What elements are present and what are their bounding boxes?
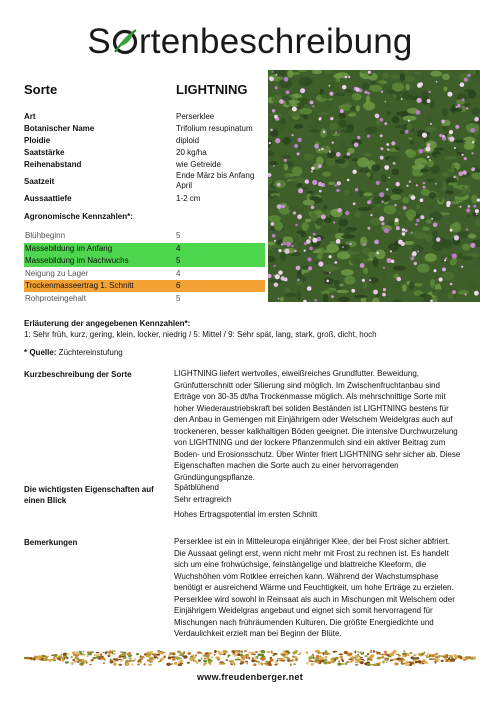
agro-title: Agronomische Kennzahlen*: [24,212,133,221]
spec-row-saatstaerke [24,147,264,159]
spec-label: Reihenabstand [24,160,82,169]
bemerkung-line: Perserklee wird sowohl in Reinsaat als auch in Mischungen mit Welschem oder [174,594,455,604]
spec-label: Saatzeit [24,177,55,186]
legend-source [24,347,123,359]
kurz-text [174,368,484,483]
bemerkung-line: Perserklee ist ein in Mitteleuropa einjähriger Klee, der bei Frost sicher abfriert. [174,537,451,546]
sorte-label: Sorte [24,82,58,97]
source-value: Züchtereinstufung [56,348,123,357]
spec-value: Ende März bis Anfang April [176,171,255,190]
bemerkung-line: benötigt er ausreichend Wärme und Feuchtigkeit, um hohe Erträge zu erzielen. [174,583,454,592]
agro-value: 4 [176,269,181,278]
agro-value: 4 [176,244,181,253]
kurz-line: trockeneren, besser kalkhaltigen Böden geeignet. Die intensive Durchwurzelung [174,426,458,436]
bemerkungen-text [174,536,484,640]
spec-label: Art [24,112,36,121]
bemerkung-line: Verdaulichkeit erzielt man bei Beginn der Blüte. [174,629,342,638]
kurz-line: den Anbau in Gemengen mit Einjährigem oder Welschem Weidelgras auch auf [174,415,453,424]
bemerkung-line: sich um eine frohwüchsige, feinstängelige und blattreiche Kleeform, die [174,560,427,569]
kurz-line: Gründüngungspflanze. [174,472,255,482]
eigenschaften-label-line: Die wichtigsten Eigenschaften auf [24,485,154,494]
agro-row-trockenmasseertrag [24,280,265,292]
eigenschaften-list [174,482,317,521]
spec-row-aussaattiefe [24,193,264,205]
agro-value: 5 [176,256,181,265]
leaf-logo-icon [111,26,139,56]
sorte-value: LIGHTNING [176,82,248,97]
kurz-line: von LIGHTNING und der lockere Pflanzenmulch sind ein aktiver Beitrag zum [174,438,446,447]
spec-row-art [24,111,264,123]
eigenschaft-item: Spätblühend [174,483,219,492]
source-label: * Quelle: [24,348,57,357]
title-prefix: S [87,22,111,61]
spec-row-ploidie [24,135,264,147]
agro-row-massebildung-anfang [24,243,265,255]
spec-label: Aussaattiefe [24,194,72,203]
agro-value: 6 [176,281,181,290]
spec-row-saatzeit [24,171,264,193]
spec-row-reihenabstand [24,159,264,171]
kurz-line: Grünfutterschnitt oder Silierung sind möglich. Im Zwischenfruchtanbau sind [174,380,440,390]
agro-label: Rohproteingehalt [25,294,86,303]
title-suffix: rtenbeschreibung [138,22,413,61]
bemerkungen-label: Bemerkungen [24,538,78,547]
page-title [0,22,500,62]
eigenschaft-item: Sehr ertragreich [174,494,232,504]
agro-label: Massebildung im Nachwuchs [25,256,129,265]
agro-label: Trockenmasseertrag 1. Schnitt [25,281,134,290]
kurz-line: Eigenschaften machen die Sorte auch zu einer hervorragenden [174,461,399,470]
kurz-line: Boden- und Erosionsschutz. Über Winter friert LIGHTNING sehr sicher ab. Diese [174,449,461,459]
clover-field-photo [268,70,480,302]
agro-label: Neigung zu Lager [25,269,89,278]
bemerkung-line: Mischungen nach frühräumenden Kulturen. Die größte Energiedichte und [174,617,434,627]
eigenschaft-item: Hohes Ertragspotential im ersten Schnitt [174,510,318,519]
legend-title: Erläuterung der angegebenen Kennzahlen*: [24,319,191,328]
eigenschaften-label [24,484,154,506]
eigenschaften-label-line: einen Blick [24,496,67,505]
agro-label: Massebildung im Anfang [25,244,113,253]
spec-label: Ploidie [24,136,51,145]
spec-value: 1-2 cm [176,194,201,203]
bemerkung-line: Die Aussaat gelingt erst, wenn nicht mehr mit Frost zu rechnen ist. Es handelt [174,548,449,558]
agro-value: 5 [176,231,181,240]
spec-label: Botanischer Name [24,124,95,133]
spec-value: 20 kg/ha [176,148,207,157]
spec-value: diploid [176,136,200,145]
seed-strip-image [24,650,476,666]
agro-row-lager [24,268,265,280]
kurz-line: hoher Wiederaustriebskraft bei soliden Beständen ist LIGHTNING bestens für [174,403,449,413]
spec-value: Perserklee [176,112,215,121]
agro-value: 5 [176,294,181,303]
spec-value: Trifolium resupinatum [176,124,253,133]
bemerkung-line: Einjährigem Weidelgras angebaut und eignet sich somit hervorragend für [174,606,433,615]
spec-label: Saatstärke [24,148,65,157]
agro-row-rohprotein [24,293,265,305]
spec-row-botanischer-name [24,123,264,135]
footer-url: www.freudenberger.net [197,672,303,682]
agro-row-bluehbeginn [24,230,265,242]
kurz-line: Erträge von 30-35 dt/ha Trockenmasse möglich. Als mehrschnittige Sorte mit [174,392,446,401]
kurz-label: Kurzbeschreibung der Sorte [24,370,132,379]
bemerkung-line: Wuchshöhen vom Rotklee erreichen kann. Während der Wachstumsphase [174,571,439,581]
legend-text: 1: Sehr früh, kurz, gering, klein, locker, niedrig / 5: Mittel / 9: Sehr spät, lang, stark, groß, dicht, hoch [24,330,377,339]
agro-row-massebildung-nachwuchs [24,255,265,267]
agro-label: Blühbeginn [25,231,66,240]
spec-value: wie Getreide [176,160,221,169]
kurz-line: LIGHTNING liefert wertvolles, eiweißreiches Grundfutter. Beweidung, [174,369,419,378]
